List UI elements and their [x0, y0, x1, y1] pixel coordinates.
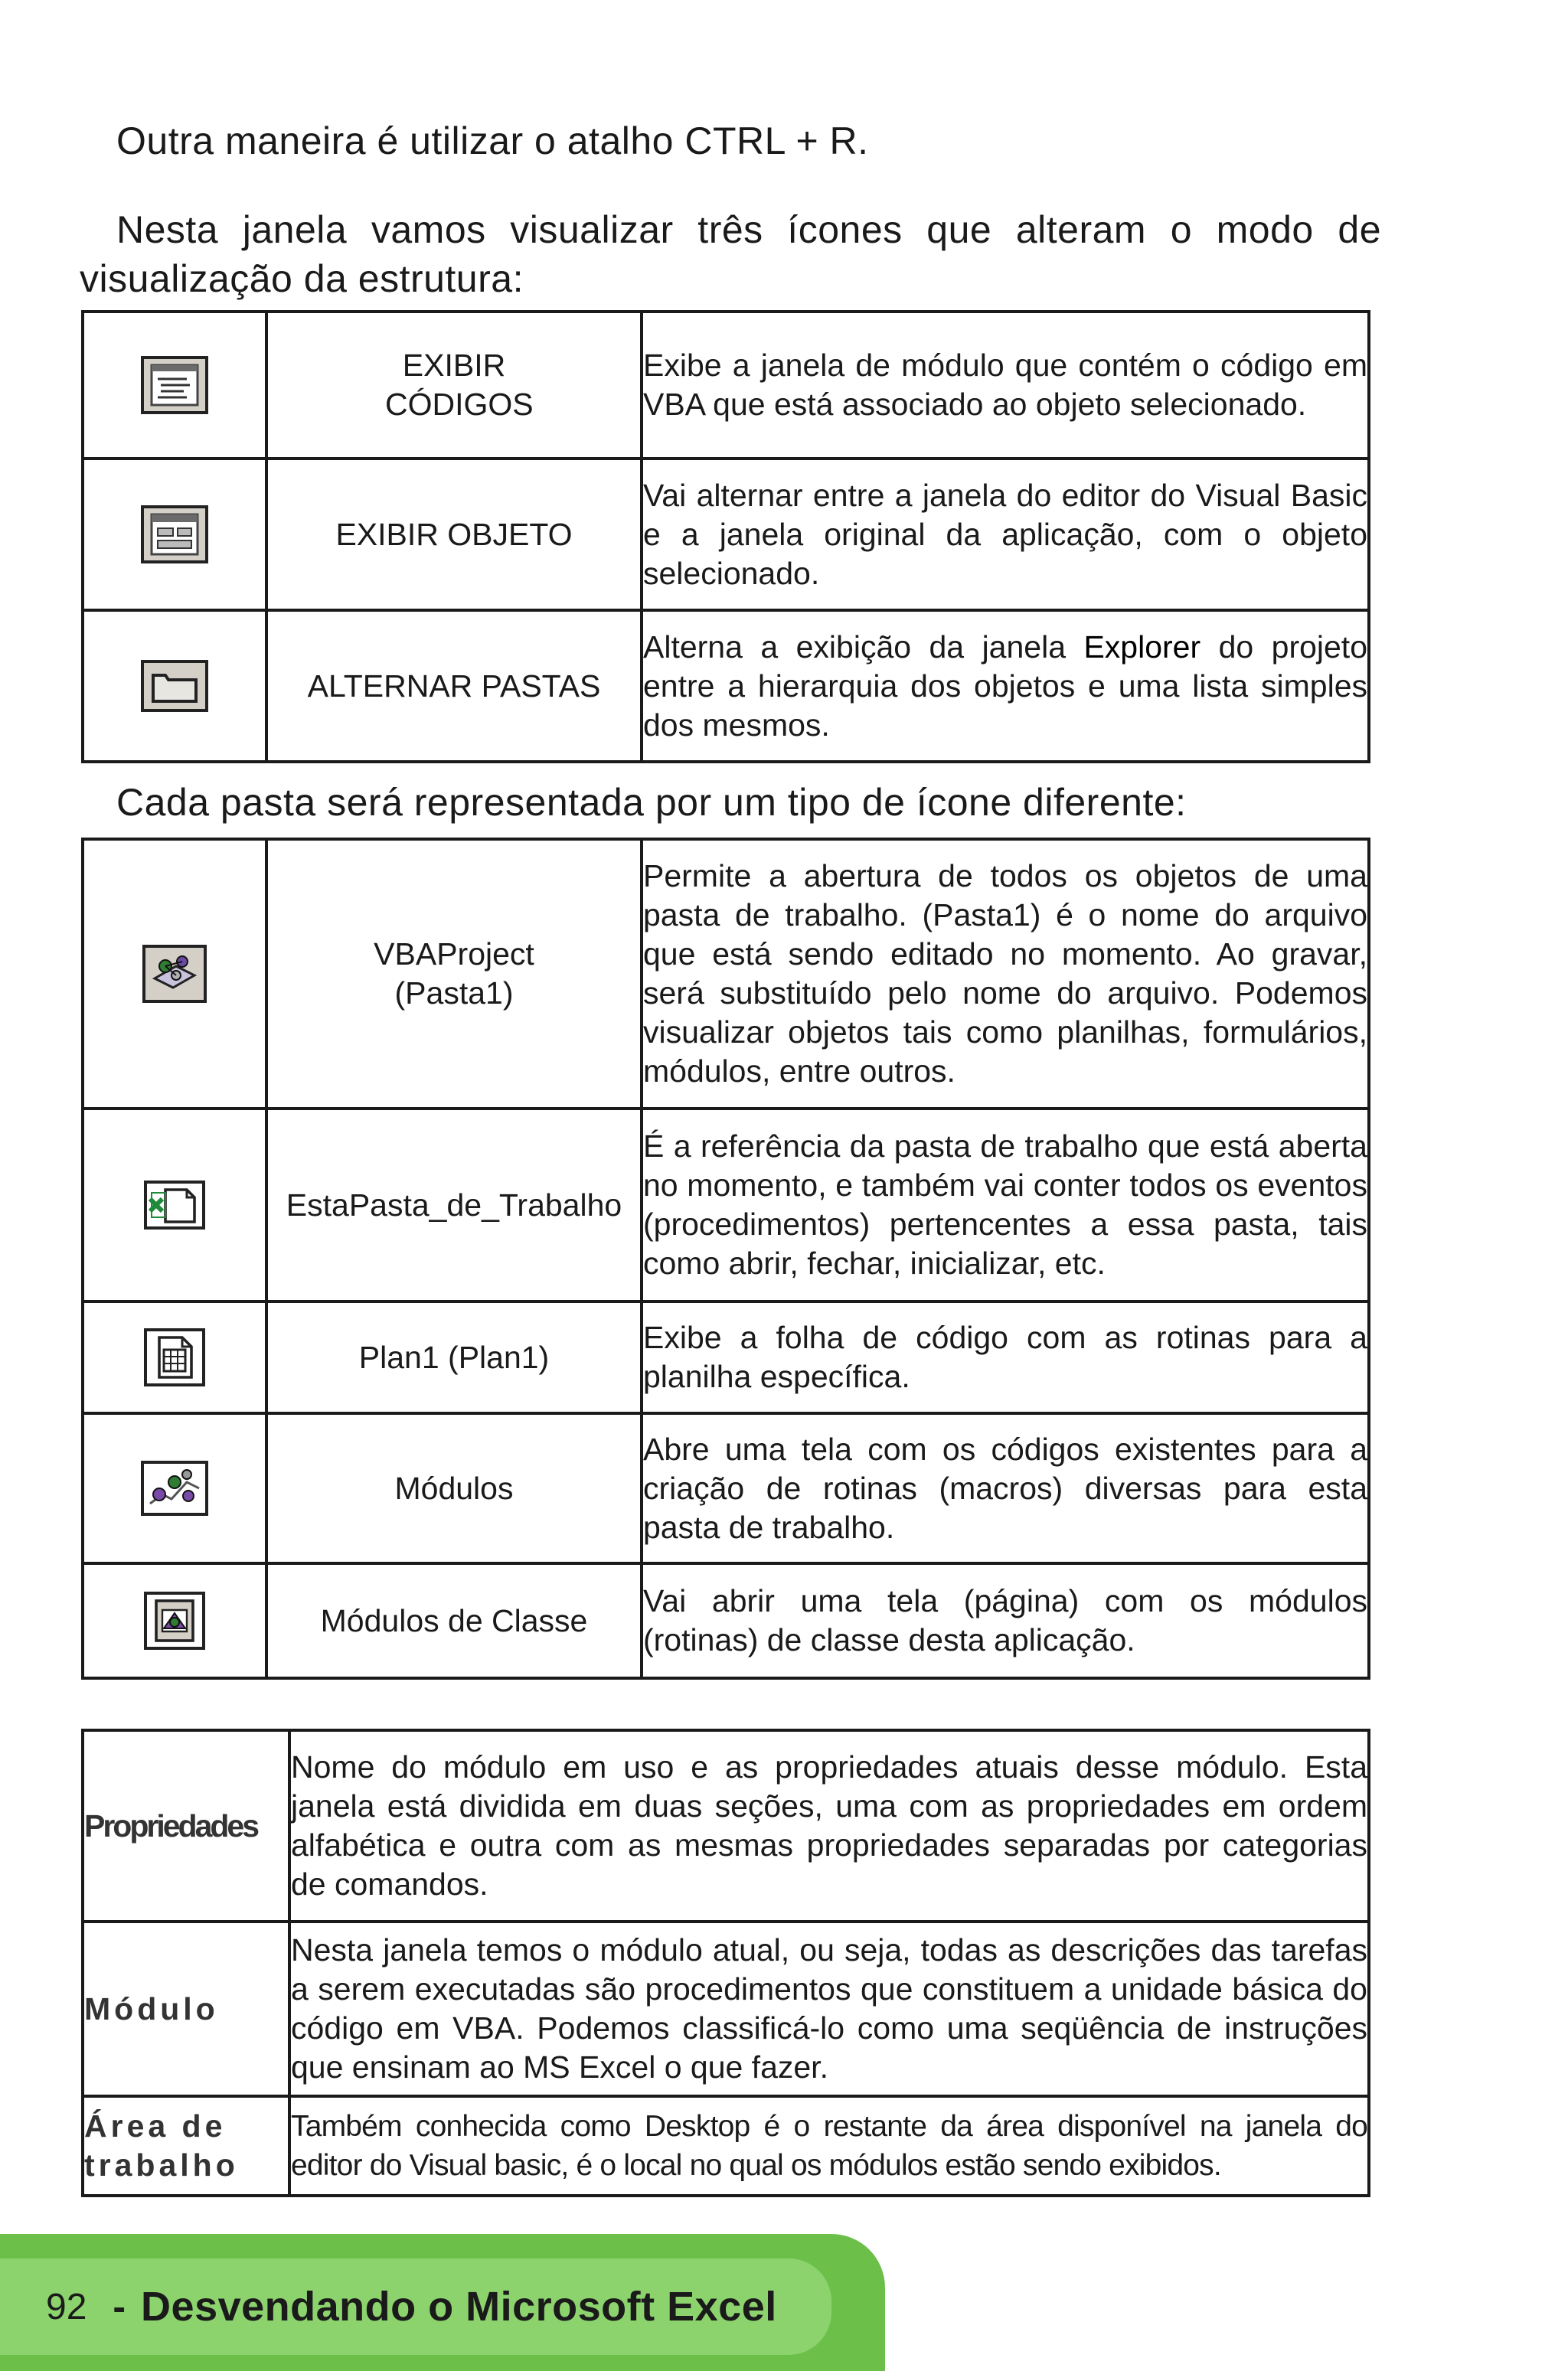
table-row	[83, 1301, 1369, 1413]
folder-icons-table	[81, 838, 1370, 1680]
name-cell	[266, 1109, 642, 1301]
desc-cell	[642, 839, 1369, 1109]
class-modules-description: Vai abrir uma tela (página) com os módulos (rotinas) de classe desta aplicação.	[643, 1583, 1367, 1657]
desc-cell	[642, 312, 1369, 459]
icon-cell	[83, 839, 266, 1109]
name-cell	[266, 610, 642, 762]
table-row	[83, 839, 1369, 1109]
class-modules-icon[interactable]	[144, 1592, 205, 1650]
vbaproject-name: VBAProject (Pasta1)	[374, 936, 534, 1011]
desc-cell	[289, 2096, 1369, 2196]
shortcut-paragraph: Outra maneira é utilizar o atalho CTRL + R.	[116, 119, 869, 162]
toggle-folders-description-post: do projeto entre a hierarquia dos objetos e uma lista simples dos mesmos.	[643, 629, 1368, 743]
icon-cell	[83, 312, 266, 459]
name-cell	[266, 459, 642, 610]
workspace-description: Também conhecida como Desktop é o restante da área disponível na janela do editor do Visual basic, é o local no qual os módulos estão sendo exibidos.	[291, 2110, 1367, 2182]
desc-cell	[642, 1413, 1369, 1563]
table-row	[83, 1563, 1369, 1678]
vbaproject-description: Permite a abertura de todos os objetos de uma pasta de trabalho. (Pasta1) é o nome do arquivo que está sendo editado no momento. Ao gravar, será substituído pelo nome do arquivo. Podemos visualizar objetos tais como planilhas, formulários, módulos, entre outros.	[643, 858, 1367, 1089]
desc-cell	[642, 459, 1369, 610]
icon-cell	[83, 1109, 266, 1301]
table-row	[83, 1109, 1369, 1301]
table-row	[83, 1413, 1369, 1563]
class-modules-name: Módulos de Classe	[320, 1602, 588, 1638]
table-row	[83, 1730, 1369, 1922]
icon-cell	[83, 459, 266, 610]
toggle-folders-name: ALTERNAR PASTAS	[307, 668, 601, 704]
properties-description: Nome do módulo em uso e as propriedades atuais desse módulo. Esta janela está dividida em duas seções, uma com as propriedades em ordem alfabética e outra com as mesmas propriedades separadas por categorias de comandos.	[291, 1749, 1367, 1902]
workspace-label: Área de trabalho	[84, 2108, 239, 2183]
name-cell	[266, 839, 642, 1109]
workbook-description: É a referência da pasta de trabalho que está aberta no momento, e também vai conter todos os eventos (procedimentos) pertencentes a essa pasta, tais como abrir, fechar, inicializar, etc.	[643, 1128, 1367, 1281]
view-code-description: Exibe a janela de módulo que contém o código em VBA que está associado ao objeto selecionado.	[643, 348, 1367, 422]
icon-cell	[83, 610, 266, 762]
footer	[0, 2258, 831, 2355]
icon-cell	[83, 1301, 266, 1413]
worksheet-icon[interactable]	[144, 1328, 205, 1386]
desc-cell	[642, 1109, 1369, 1301]
desc-cell	[642, 1563, 1369, 1678]
table-row	[83, 2096, 1369, 2196]
module-description: Nesta janela temos o módulo atual, ou seja, todas as descrições das tarefas a serem executadas são procedimentos que constituem a unidade básica do código em VBA. Podemos classificá-lo como uma seqüência de instruções que ensinam ao MS Excel o que fazer.	[291, 1932, 1367, 2085]
book-title: Desvendando o Microsoft Excel	[141, 2284, 777, 2330]
workbook-name: EstaPasta_de_Trabalho	[286, 1187, 622, 1223]
vbaproject-icon[interactable]	[142, 945, 207, 1003]
name-cell	[266, 1563, 642, 1678]
desc-cell	[642, 1301, 1369, 1413]
explorer-term: Explorer	[1083, 629, 1201, 665]
worksheet-name: Plan1 (Plan1)	[358, 1339, 550, 1375]
footer-separator: -	[113, 2285, 126, 2328]
name-cell	[266, 1301, 642, 1413]
label-cell	[83, 1730, 289, 1922]
name-cell	[266, 312, 642, 459]
view-code-icon[interactable]	[141, 356, 208, 414]
toggle-folders-description-pre: Alterna a exibição da janela	[643, 629, 1084, 665]
modules-name: Módulos	[394, 1470, 514, 1506]
table-row	[83, 610, 1369, 762]
table-row	[83, 312, 1369, 459]
label-cell	[83, 1922, 289, 2096]
view-icons-table	[81, 310, 1370, 763]
folder-intro-paragraph: Cada pasta será representada por um tipo de ícone diferente:	[116, 781, 1187, 824]
icons-intro-paragraph: Nesta janela vamos visualizar três ícones que alteram o modo de visualização da estrutura:	[80, 208, 1381, 300]
view-code-name: EXIBIR CÓDIGOS	[385, 348, 534, 422]
view-object-icon[interactable]	[141, 505, 208, 563]
desc-cell	[289, 1922, 1369, 2096]
worksheet-description: Exibe a folha de código com as rotinas para a planilha específica.	[643, 1320, 1367, 1394]
label-cell	[83, 2096, 289, 2196]
module-label: Módulo	[84, 1991, 219, 2026]
icon-cell	[83, 1413, 266, 1563]
table-row	[83, 1922, 1369, 2096]
page-number: 92	[46, 2286, 87, 2327]
icon-cell	[83, 1563, 266, 1678]
desc-cell	[642, 610, 1369, 762]
table-row	[83, 459, 1369, 610]
workbook-icon[interactable]	[144, 1181, 205, 1230]
panels-table	[81, 1729, 1370, 2197]
view-object-name: EXIBIR OBJETO	[335, 516, 573, 552]
desc-cell	[289, 1730, 1369, 1922]
modules-icon[interactable]	[141, 1461, 208, 1516]
properties-label: Propriedades	[84, 1808, 258, 1844]
view-object-description: Vai alternar entre a janela do editor do Visual Basic e a janela original da aplicação, com o objeto selecionado.	[643, 477, 1367, 591]
toggle-folders-icon[interactable]	[141, 660, 208, 712]
name-cell	[266, 1413, 642, 1563]
modules-description: Abre uma tela com os códigos existentes para a criação de rotinas (macros) diversas para esta pasta de trabalho.	[643, 1431, 1367, 1545]
